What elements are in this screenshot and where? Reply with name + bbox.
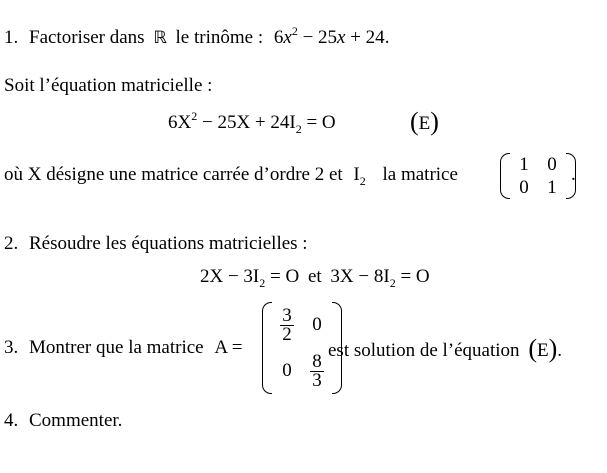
matrix-equations: $2X - 3I_2 = O$ et $3X - 8I_2 = O$	[200, 266, 430, 290]
question-text: Montrer que la matrice	[29, 337, 204, 358]
question-4	[4, 410, 122, 432]
question-number: 1.	[4, 27, 19, 48]
question-text: Résoudre les équations matricielles :	[29, 233, 308, 254]
intro-text: Soit l’équation matricielle :	[4, 75, 213, 96]
question-3-continuation: est solution de l’équation (E).	[328, 334, 563, 363]
identity-matrix: 1 0 0 1	[500, 153, 576, 199]
trinomial: $6x^2 - 25x + 24$.	[273, 24, 390, 48]
question-number: 3.	[4, 337, 19, 358]
fraction-8-3: $\frac{8}{3}$	[312, 350, 322, 391]
question-2	[4, 233, 308, 255]
fraction-3-2: $\frac{3}{2}$	[282, 304, 292, 345]
question-1	[4, 24, 390, 50]
definition-period: .	[571, 164, 576, 185]
equation-label: (E)	[410, 107, 439, 136]
real-numbers-symbol: ℝ	[153, 28, 167, 48]
question-text: Factoriser dans	[29, 27, 145, 48]
question-number: 2.	[4, 233, 19, 254]
question-3: 3. Montrer que la matrice A =	[4, 337, 243, 358]
question-text: Commenter.	[29, 410, 123, 431]
definition-text: où X désigne une matrice carrée d’ordre 2 et $I_2$ la matrice	[4, 164, 458, 188]
question-number: 4.	[4, 410, 19, 431]
question-text-2: le trinôme :	[175, 27, 264, 48]
matrix-equation: $6X^2 - 25X + 24I_2 = O$	[168, 109, 336, 136]
matrix-A: $\frac{3}{2}$ 0 0 $\frac{8}{3}$	[262, 302, 342, 394]
